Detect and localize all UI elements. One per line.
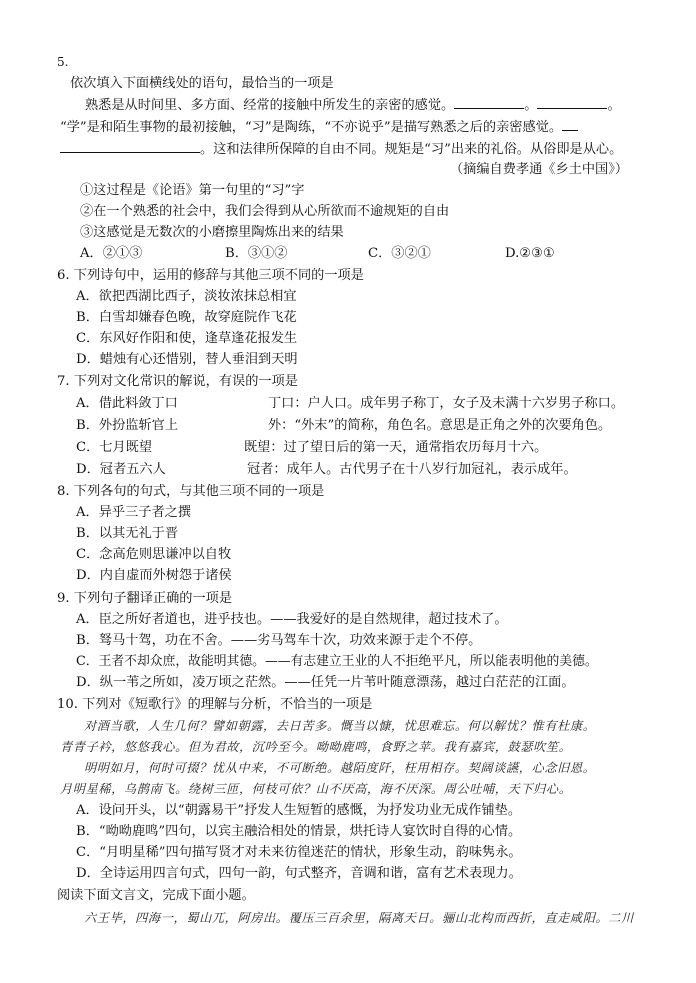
question-stem: 6. 下列诗句中，运用的修辞与其他三项不同的一项是 [57,268,364,283]
option-d: D．全诗运用四言句式，四句一韵，句式整齐，音调和谐，富有艺术表现力。 [76,866,522,881]
blank-1 [454,95,524,109]
blank-3 [562,117,578,131]
passage-text: “学”是和陌生事物的最初接触，“习”是陶练，“不亦说乎”是描写熟悉之后的亲密感觉。 [60,120,563,135]
option-c: C．③②① [368,246,431,261]
option-c: C．王者不却众庶，故能明其德。——有志建立王业的人不拒绝平凡，所以能表明他的美德。 [76,654,598,669]
option-c: C．念高危则思谦冲以自牧 [76,547,232,562]
question-stem: 8. 下列各句的句式，与其他三项不同的一项是 [57,484,325,499]
option-d: D．蜡烛有心还惜别，替人垂泪到天明 [76,352,298,367]
question-stem: 9. 下列句子翻译正确的一项是 [57,591,233,606]
list-item: ②在一个熟悉的社会中，我们会得到从心所欲而不逾规矩的自由 [80,204,450,219]
option-b: B．③①② [225,246,288,261]
passage-line: 熟悉是从时间里、多方面、经常的接触中所发生的亲密的感觉。 。 。 [85,95,621,116]
question-number: 5. [57,55,69,69]
question-stem: 10. 下列对《短歌行》的理解与分析，不恰当的一项是 [57,697,373,712]
option-c-explanation: 既望：过了望日后的第一天，通常指农历每月十六。 [244,440,548,455]
option-d: D.②③① [505,246,555,261]
option-d: D．纵一苇之所如，凌万顷之茫然。——任凭一片苇叶随意漂荡，越过白茫茫的江面。 [76,675,575,690]
option-a: A．借此料敛丁口 [76,396,178,411]
question-stem: 7. 下列对文化常识的解说，有误的一项是 [57,374,298,389]
option-a: A．欲把西湖比西子，淡妆浓抹总相宜 [76,289,297,304]
poem-line: 青青子衿，悠悠我心。但为君故，沉吟至今。呦呦鹿鸣，食野之苹。我有嘉宾，鼓瑟吹笙。 [60,740,572,754]
list-item: ①这过程是《论语》第一句里的“习”字 [80,183,305,198]
option-b: B．“呦呦鹿鸣”四句，以宾主融洽相处的情景，烘托诗人宴饮时自得的心情。 [76,824,522,839]
reading-passage: 六王毕，四海一，蜀山兀，阿房出。覆压三百余里，隔离天日。骊山北构而西折，直走咸阳。二川 [84,911,634,925]
blank-3-cont [60,139,200,153]
option-a: A．异乎三子者之撰 [76,505,192,520]
option-b: B．以其无礼于晋 [76,526,179,541]
passage-text: 。这和法律所保障的自由不同。规矩是“习”出来的礼俗。从俗即是从心。 [200,142,623,157]
passage-text: 熟悉是从时间里、多方面、经常的接触中所发生的亲密的感觉。 [85,98,455,113]
option-a: A．臣之所好者道也，进乎技也。——我爱好的是自然规律，超过技术了。 [76,612,508,627]
option-b: B．白雪却嫌春色晚，故穿庭院作飞花 [76,310,297,325]
poem-line: 月明星稀，乌鹊南飞。绕树三匝，何枝可依？山不厌高，海不厌深。周公吐哺，天下归心。 [60,782,572,796]
option-d: D．冠者五六人 [76,462,166,477]
source-citation: （摘编自费孝通《乡土中国》） [450,162,629,177]
reading-intro: 阅读下面文言文，完成下面小题。 [57,888,255,903]
option-a-explanation: 丁口：户人口。成年男子称丁，女子及未满十六岁男子称口。 [268,396,625,411]
poem-line: 对酒当歌，人生几何？譬如朝露，去日苦多。慨当以慷，忧思难忘。何以解忧？惟有杜康。 [84,719,596,733]
passage-text: 。 [607,98,621,113]
option-d-explanation: 冠者：成年人。古代男子在十八岁行加冠礼，表示成年。 [247,462,577,477]
blank-2 [537,95,607,109]
option-c: C．“月明星稀”四句描写贤才对未来彷徨迷茫的情状，形象生动，韵味隽永。 [76,845,522,860]
passage-line [60,117,578,138]
question-stem: 依次填入下面横线处的语句，最恰当的一项是 [70,76,334,91]
option-a: A．设问开头，以“朝露易干”抒发人生短暂的感慨，为抒发功业无成作铺垫。 [76,803,522,818]
option-b-explanation: 外：“外末”的简称，角色名。意思是正角之外的次要角色。 [268,418,612,433]
option-b: B．驽马十驾，功在不舍。——劣马驾车十次，功效来源于走个不停。 [76,633,482,648]
list-item: ③这感觉是无数次的小磨擦里陶炼出来的结果 [80,225,344,240]
option-c: C．七月既望 [76,440,153,455]
option-b: B．外扮监斩官上 [76,418,179,433]
option-c: C．东风好作阳和使，逢草逢花报发生 [76,331,298,346]
option-a: A．②①③ [80,246,143,261]
option-d: D．内自虚而外树怨于诸侯 [76,568,232,583]
poem-line: 明明如月，何时可掇？忧从中来，不可断绝。越陌度阡，枉用相存。契阔谈讌，心念旧恩。 [84,761,596,775]
passage-line [60,139,622,160]
